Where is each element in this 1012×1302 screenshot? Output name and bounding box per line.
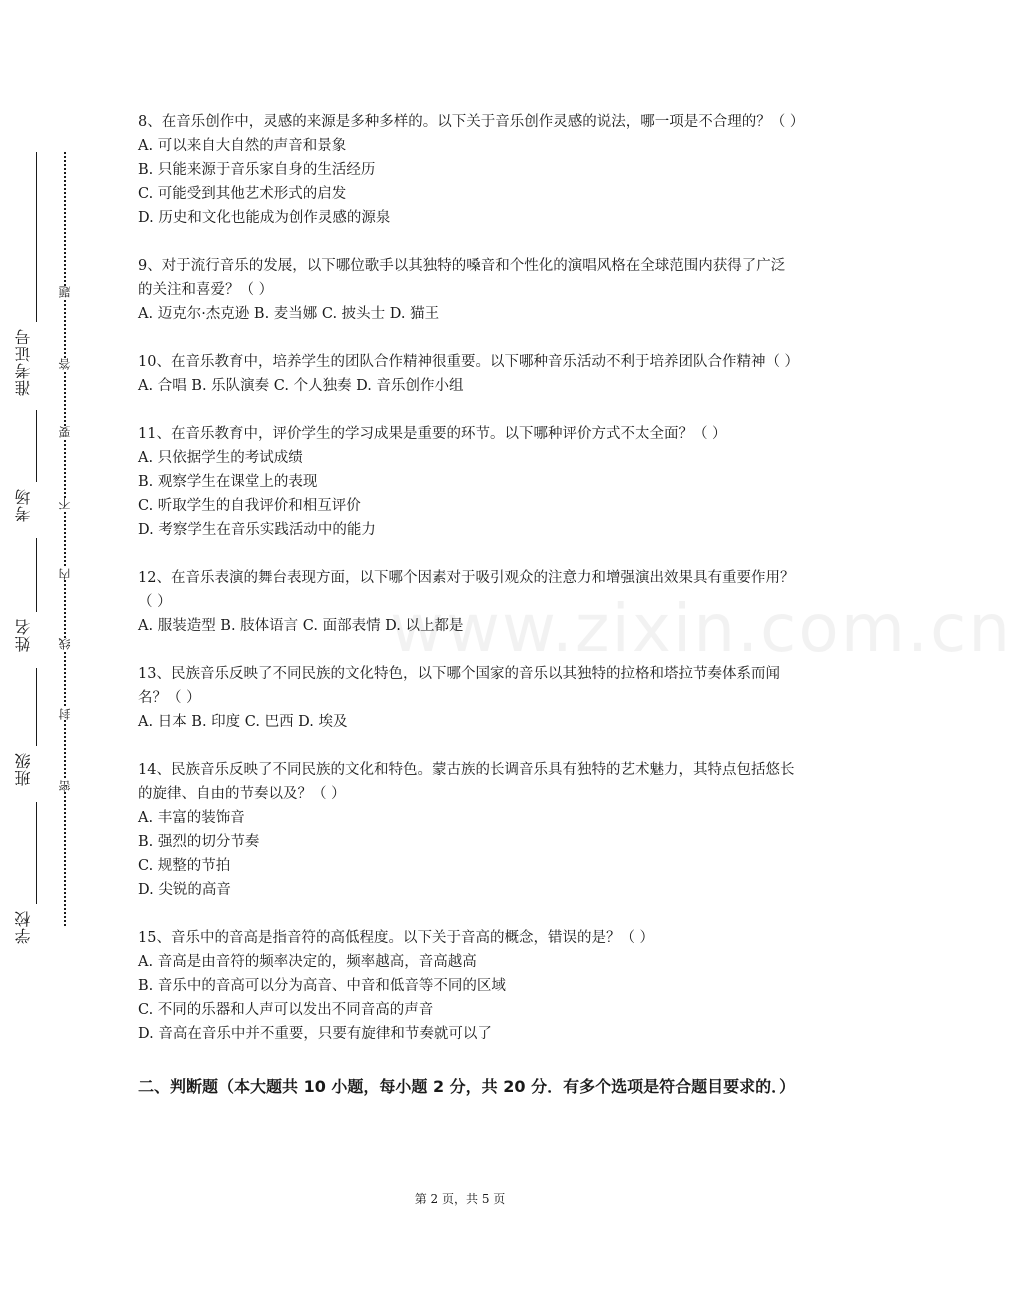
binding-margin bbox=[0, 140, 80, 960]
question-option: C. 听取学生的自我评价和相互评价 bbox=[138, 498, 361, 514]
question-option: C. 规整的节拍 bbox=[138, 858, 231, 874]
field-line-exam-room bbox=[36, 410, 37, 482]
seal-char: 答 bbox=[58, 358, 72, 370]
question-option: C. 不同的乐器和人声可以发出不同音高的声音 bbox=[138, 1002, 434, 1018]
question-stem: 13、民族音乐反映了不同民族的文化特色，以下哪个国家的音乐以其独特的拉格和塔拉节奏体系而闻名？（ ） bbox=[138, 666, 780, 706]
question-stem: 8、在音乐创作中，灵感的来源是多种多样的。以下关于音乐创作灵感的说法，哪一项是不合理的？（ ） bbox=[138, 114, 805, 130]
field-label-exam-room: 考场 bbox=[14, 488, 33, 522]
question-option: D. 考察学生在音乐实践活动中的能力 bbox=[138, 522, 376, 538]
question-8 bbox=[138, 110, 805, 230]
question-option: D. 尖锐的高音 bbox=[138, 882, 231, 898]
field-label-name: 姓名 bbox=[14, 618, 33, 652]
field-line-name bbox=[36, 538, 37, 612]
question-stem: 9、对于流行音乐的发展，以下哪位歌手以其独特的嗓音和个性化的演唱风格在全球范围内获得了广泛的关注和喜爱？（ ） bbox=[138, 258, 786, 298]
field-label-school: 学校 bbox=[14, 910, 33, 944]
question-15 bbox=[138, 926, 798, 1046]
question-option: D. 音高在音乐中并不重要，只要有旋律和节奏就可以了 bbox=[138, 1026, 492, 1042]
seal-char: 不 bbox=[58, 498, 72, 510]
question-option: A. 合唱 B. 乐队演奏 C. 个人独奏 D. 音乐创作小组 bbox=[138, 378, 464, 394]
question-13 bbox=[138, 662, 798, 734]
question-option: D. 历史和文化也能成为创作灵感的源泉 bbox=[138, 210, 391, 226]
seal-char: 线 bbox=[58, 638, 72, 650]
question-option: A. 迈克尔·杰克逊 B. 麦当娜 C. 披头士 D. 猫王 bbox=[138, 306, 440, 322]
seal-char: 密 bbox=[58, 780, 72, 792]
seal-char: 题 bbox=[58, 286, 72, 298]
section-title: 二、判断题（本大题共 10 小题，每小题 2 分，共 20 分．有多个选项是符合题目要求的．） bbox=[138, 1077, 796, 1096]
seal-dotted-line bbox=[64, 152, 66, 926]
question-option: A. 日本 B. 印度 C. 巴西 D. 埃及 bbox=[138, 714, 348, 730]
question-option: A. 音高是由音符的频率决定的，频率越高，音高越高 bbox=[138, 954, 477, 970]
question-stem: 10、在音乐教育中，培养学生的团队合作精神很重要。以下哪种音乐活动不利于培养团队合作精神（ ） bbox=[138, 354, 800, 370]
question-stem: 15、音乐中的音高是指音符的高低程度。以下关于音高的概念，错误的是？（ ） bbox=[138, 930, 655, 946]
question-option: B. 只能来源于音乐家自身的生活经历 bbox=[138, 162, 376, 178]
question-stem: 14、民族音乐反映了不同民族的文化和特色。蒙古族的长调音乐具有独特的艺术魅力，其特点包括悠长的旋律、自由的节奏以及？（ ） bbox=[138, 762, 795, 802]
field-line-class bbox=[36, 668, 37, 746]
question-option: B. 强烈的切分节奏 bbox=[138, 834, 260, 850]
question-12 bbox=[138, 566, 798, 638]
question-stem: 12、在音乐表演的舞台表现方面，以下哪个因素对于吸引观众的注意力和增强演出效果具有重要作用？（ ） bbox=[138, 570, 795, 610]
page-footer: 第 2 页，共 5 页 bbox=[414, 1192, 506, 1206]
field-line-exam-number bbox=[36, 152, 37, 322]
question-option: A. 可以来自大自然的声音和景象 bbox=[138, 138, 347, 154]
question-option: A. 服装造型 B. 肢体语言 C. 面部表情 D. 以上都是 bbox=[138, 618, 464, 634]
field-label-class: 班级 bbox=[14, 752, 33, 786]
question-list bbox=[138, 110, 805, 1100]
question-11 bbox=[138, 422, 798, 542]
question-10 bbox=[138, 350, 798, 398]
question-stem: 11、在音乐教育中，评价学生的学习成果是重要的环节。以下哪种评价方式不太全面？（ ） bbox=[138, 426, 727, 442]
seal-char: 内 bbox=[58, 568, 72, 580]
field-line-school bbox=[36, 802, 37, 904]
question-option: A. 丰富的装饰音 bbox=[138, 810, 245, 826]
seal-char: 封 bbox=[58, 708, 72, 720]
question-option: B. 音乐中的音高可以分为高音、中音和低音等不同的区域 bbox=[138, 978, 506, 994]
question-option: A. 只依据学生的考试成绩 bbox=[138, 450, 303, 466]
field-label-exam-number: 准考证号 bbox=[14, 328, 33, 396]
question-option: C. 可能受到其他艺术形式的启发 bbox=[138, 186, 347, 202]
watermark: www.zixin.com.cn bbox=[390, 590, 1012, 667]
question-9 bbox=[138, 254, 798, 326]
question-option: B. 观察学生在课堂上的表现 bbox=[138, 474, 318, 490]
question-14 bbox=[138, 758, 798, 902]
seal-char: 要 bbox=[58, 426, 72, 438]
